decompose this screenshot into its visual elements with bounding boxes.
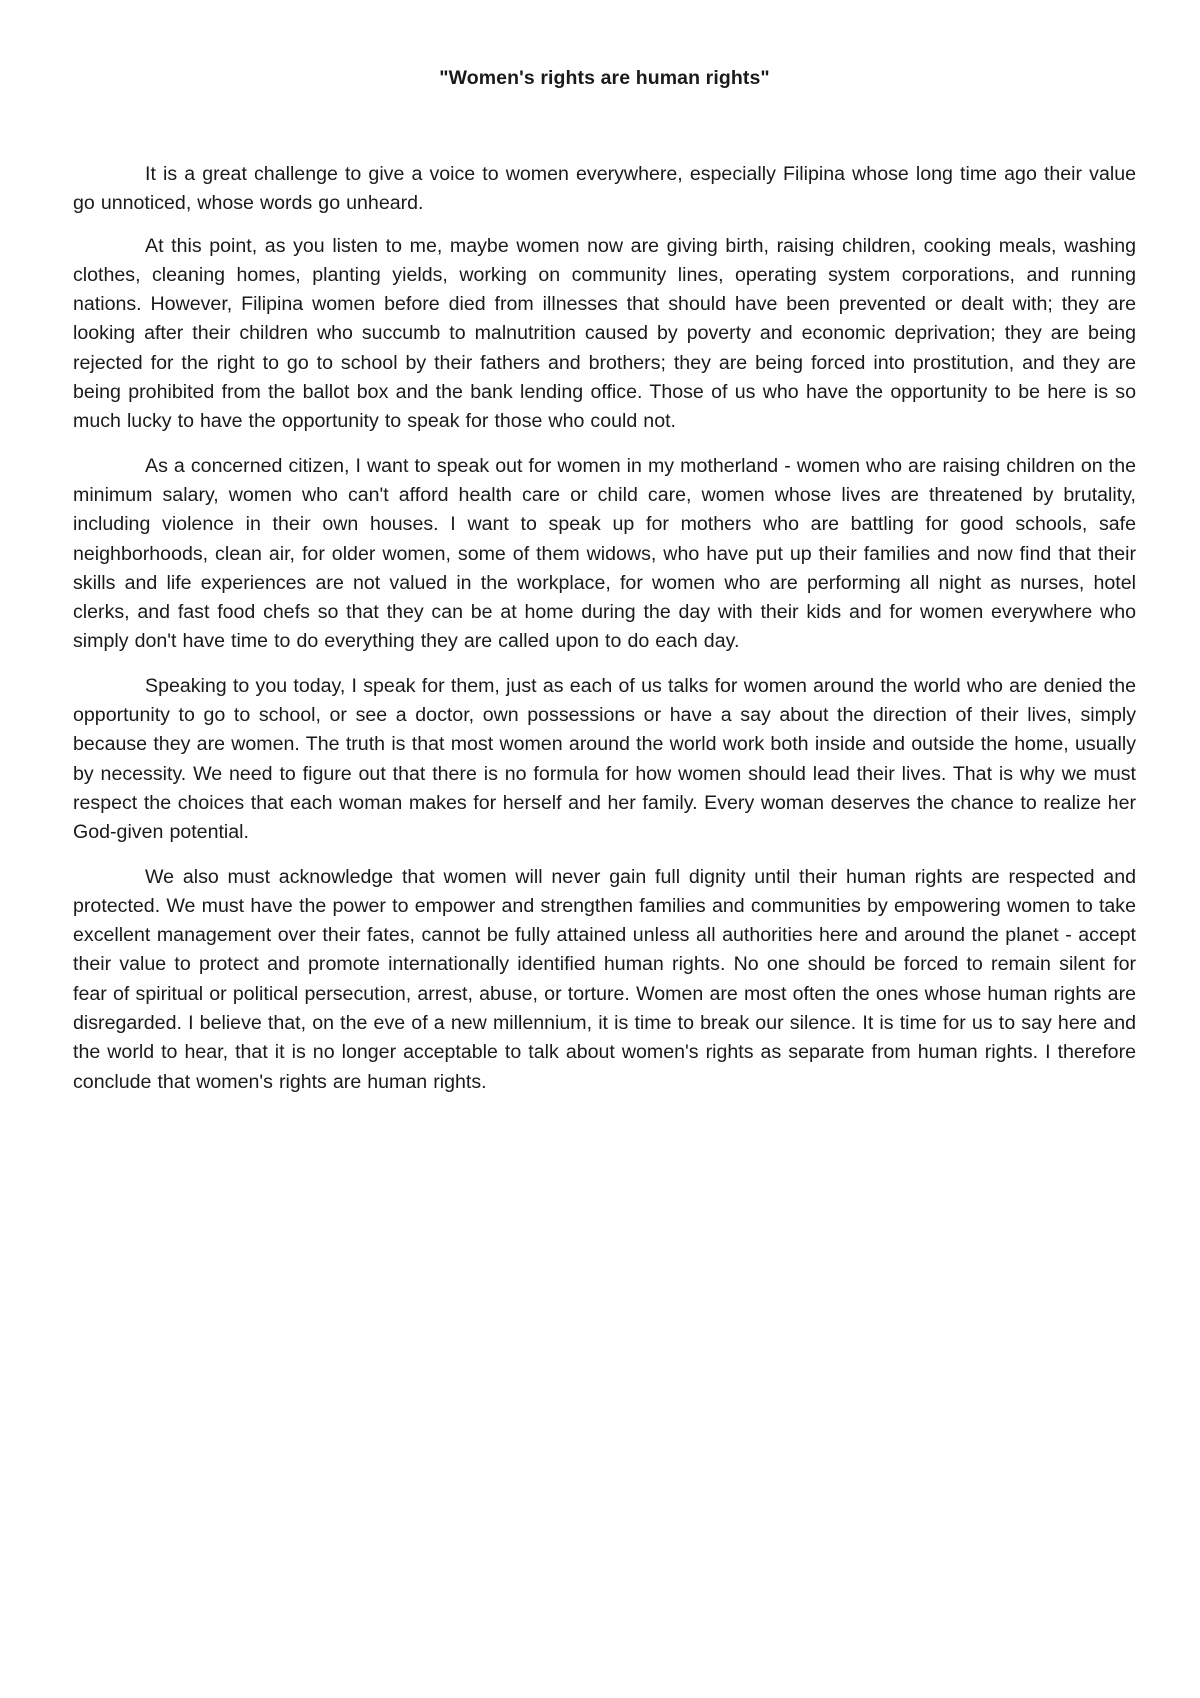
paragraph-5: We also must acknowledge that women will never gain full dignity until their human rights are respected and protected. We must have the power to empower and strengthen families and communities by empowering women to take excellent management over their fates, cannot be fully attained unless all authorities here and around the planet - accept their value to protect and promote internationally identified human rights. No one should be forced to remain silent for fear of spiritual or political persecution, arrest, abuse, or torture. Women are most often the ones whose human rights are disregarded. I believe that, on the eve of a new millennium, it is time to break our silence. It is time for us to say here and the world to hear, that it is no longer acceptable to talk about women's rights as separate from human rights. I therefore conclude that women's rights are human rights. xyxy=(73,865,1136,1093)
paragraph-4: Speaking to you today, I speak for them, just as each of us talks for women around the world who are denied the opportunity to go to school, or see a doctor, own possessions or have a say about the direction of their lives, simply because they are women. The truth is that most women around the world work both inside and outside the home, usually by necessity. We need to figure out that there is no formula for how women should lead their lives. That is why we must respect the choices that each woman makes for herself and her family. Every woman deserves the chance to realize her God-given potential. xyxy=(73,674,1136,844)
document-title: "Women's rights are human rights" xyxy=(439,67,770,89)
paragraph-3: As a concerned citizen, I want to speak out for women in my motherland - women who are raising children on the minimum salary, women who can't afford health care or child care, women whose lives are threatened by brutality, including violence in their own houses. I want to speak up for mothers who are battling for good schools, safe neighborhoods, clean air, for older women, some of them widows, who have put up their families and now find that their skills and life experiences are not valued in the workplace, for women who are performing all night as nurses, hotel clerks, and fast food chefs so that they can be at home during the day with their kids and for women everywhere who simply don't have time to do everything they are called upon to do each day. xyxy=(73,454,1136,653)
paragraph-1: It is a great challenge to give a voice to women everywhere, especially Filipina whose long time ago their value go unnoticed, whose words go unheard. xyxy=(73,163,1136,215)
paragraph-2: At this point, as you listen to me, maybe women now are giving birth, raising children, cooking meals, washing clothes, cleaning homes, planting yields, working on community lines, operating system corporations, and running nations. However, Filipina women before died from illnesses that should have been prevented or dealt with; they are looking after their children who succumb to malnutrition caused by poverty and economic deprivation; they are being rejected for the right to go to school by their fathers and brothers; they are being forced into prostitution, and they are being prohibited from the ballot box and the bank lending office. Those of us who have the opportunity to be here is so much lucky to have the opportunity to speak for those who could not. xyxy=(73,234,1136,433)
